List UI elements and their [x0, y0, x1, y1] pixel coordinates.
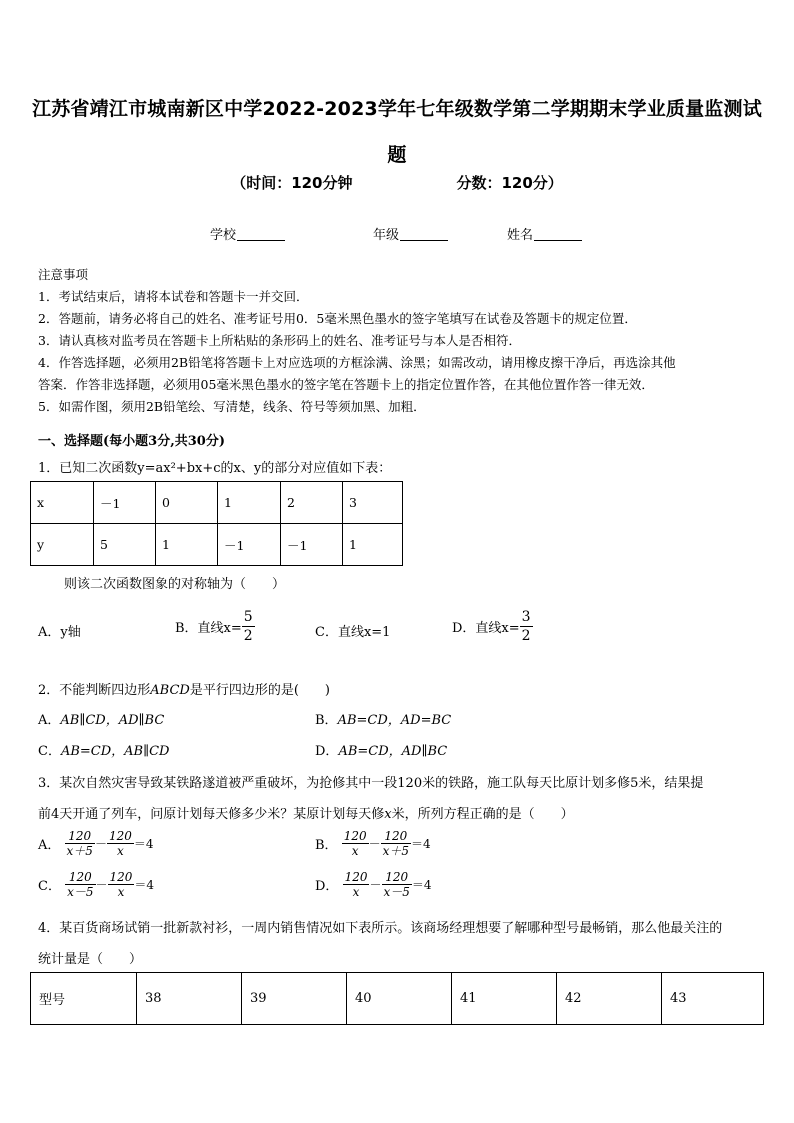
table-cell: 38 [137, 973, 242, 1025]
fraction-numerator: 120 [109, 870, 133, 884]
option-letter: B． [315, 713, 338, 728]
table-cell: 1 [156, 524, 218, 566]
equals-four: ＝4 [411, 837, 431, 851]
note-item: 5．如需作图，须用2B铅笔绘、写清楚，线条、符号等须加黑、加粗． [38, 399, 426, 414]
q4-table [30, 972, 764, 1025]
name-field[interactable] [507, 224, 582, 243]
exam-time: （时间：120分钟 [231, 174, 353, 192]
minus-sign: － [369, 878, 382, 892]
note-item: 1．考试结束后，请将本试卷和答题卡一并交回． [38, 289, 309, 304]
fraction-denominator: x [117, 885, 125, 899]
q1-stem: 1．已知二次函数y=ax²+bx+c的x、y的部分对应值如下表： [38, 461, 392, 476]
name-label: 姓名 [507, 228, 534, 243]
note-item: 3．请认真核对监考员在答题卡上所粘贴的条形码上的姓名、准考证号与本人是否相符． [38, 333, 521, 348]
table-cell: －1 [94, 482, 156, 524]
equation-fraction [382, 870, 412, 899]
fraction-numerator: 120 [381, 829, 411, 844]
q1-option-b[interactable] [175, 608, 255, 645]
option-text: AB=CD，AD=BC [337, 713, 452, 728]
fraction-denominator: x＋5 [382, 844, 410, 858]
school-label: 学校 [210, 228, 237, 243]
equals-four: ＝4 [134, 878, 155, 892]
fraction-numerator: 120 [65, 870, 95, 885]
fraction-denominator: 2 [243, 628, 253, 644]
q1-option-a[interactable]: A．y轴 [38, 625, 81, 640]
section-heading: 一、选择题(每小题3分,共30分) [38, 434, 225, 449]
q3-stem-line-2 [38, 803, 574, 822]
fraction-numerator: 5 [243, 609, 253, 625]
school-blank[interactable] [237, 228, 285, 241]
q2-stem-start: 2．不能判断四边形 [38, 683, 151, 698]
table-cell: 3 [343, 482, 403, 524]
table-cell: 2 [281, 482, 343, 524]
option-letter: A． [38, 713, 61, 728]
q3-option-a[interactable] [38, 829, 154, 858]
table-row [31, 973, 764, 1025]
option-text: AB=CD，AD∥BC [338, 744, 448, 759]
option-text: AB=CD，AB∥CD [60, 744, 170, 759]
equation-fraction [65, 829, 95, 858]
fraction-denominator: x [352, 885, 360, 899]
table-cell: 5 [94, 524, 156, 566]
fraction-numerator: 120 [65, 829, 95, 844]
equation-fraction [342, 829, 369, 858]
grade-label: 年级 [373, 228, 400, 243]
grade-blank[interactable] [400, 228, 448, 241]
table-cell: y [31, 524, 94, 566]
option-letter: D． [315, 744, 339, 759]
q2-option-c[interactable] [38, 740, 169, 759]
q1-table [30, 481, 403, 566]
q2-stem [38, 679, 330, 698]
q3-option-d[interactable] [315, 870, 432, 899]
equation-fraction [108, 870, 135, 899]
option-letter: A． [38, 838, 61, 853]
minus-sign: － [94, 837, 107, 851]
q4-stem-line-2: 统计量是（ ） [38, 952, 143, 967]
exam-notes [38, 264, 758, 418]
school-field[interactable] [210, 224, 285, 243]
table-cell: －1 [281, 524, 343, 566]
q3-stem-part-1: 前4天开通了列车，问原计划每天修多少米？某原计划每天修 [38, 807, 385, 822]
option-text: AB∥CD，AD∥BC [60, 713, 165, 728]
note-item: 答案．作答非选择题，必须用05毫米黑色墨水的签字笔在答题卡上的指定位置作答，在其他位置作答一律无效． [38, 377, 654, 392]
q1-ask: 则该二次函数图象的对称轴为（ ） [64, 577, 286, 592]
q3-option-b[interactable] [315, 829, 431, 858]
table-cell: 型号 [31, 973, 137, 1025]
name-blank[interactable] [534, 228, 582, 241]
fraction-denominator: x－5 [383, 885, 410, 899]
q3-stem-part-2: 米，所列方程正确的是（ ） [391, 807, 574, 822]
table-cell: 0 [156, 482, 218, 524]
option-letter: C． [38, 744, 61, 759]
equation-fraction [107, 829, 134, 858]
table-cell: 1 [343, 524, 403, 566]
equals-four: ＝4 [411, 878, 432, 892]
q3-option-c[interactable] [38, 870, 154, 899]
table-cell: 39 [242, 973, 347, 1025]
q2-option-b[interactable] [315, 709, 451, 728]
table-cell: x [31, 482, 94, 524]
title-line-1: 江苏省靖江市城南新区中学2022-2023学年七年级数学第二学期期末学业质量监测试 [32, 98, 762, 120]
title-line-2: 题 [387, 144, 407, 166]
fraction-numerator: 120 [108, 829, 132, 843]
q4-stem-line-1: 4．某百货商场试销一批新款衬衫，一周内销售情况如下表所示。该商场经理想要了解哪种型号最畅销，那么他最关注的 [38, 921, 723, 936]
note-item: 2．答题前，请务必将自己的姓名、准考证号用0．5毫米黑色墨水的签字笔填写在试卷及答题卡的规定位置． [38, 311, 637, 326]
fraction-numerator: 3 [521, 609, 531, 625]
table-cell: 41 [452, 973, 557, 1025]
fraction-denominator: x [117, 844, 124, 858]
q1-option-b-fraction [242, 608, 255, 645]
table-row [31, 524, 403, 566]
table-cell: －1 [218, 524, 281, 566]
q3-stem-x: x [384, 807, 392, 822]
q1-option-d-label: D．直线x= [452, 621, 520, 636]
minus-sign: － [95, 878, 108, 892]
q1-option-b-label: B．直线x= [175, 621, 242, 636]
fraction-denominator: x－5 [67, 885, 94, 899]
q1-option-c[interactable]: C．直线x=1 [315, 625, 391, 640]
table-cell: 40 [347, 973, 452, 1025]
q1-option-d[interactable] [452, 608, 533, 645]
grade-field[interactable] [373, 224, 448, 243]
exam-score: 分数：120分） [456, 174, 563, 192]
equation-fraction [381, 829, 411, 858]
table-cell: 43 [662, 973, 764, 1025]
note-item: 4．作答选择题，必须用2B铅笔将答题卡上对应选项的方框涂满、涂黑；如需改动，请用橡皮擦干净后，再选涂其他 [38, 355, 676, 370]
fraction-denominator: x [351, 844, 359, 858]
q2-option-a[interactable] [38, 709, 164, 728]
fraction-numerator: 120 [344, 870, 368, 884]
option-letter: B． [315, 838, 338, 853]
q2-stem-abcd: ABCD [150, 683, 190, 698]
equation-fraction [65, 870, 95, 899]
q2-stem-end: 是平行四边形的是( ) [189, 683, 330, 698]
table-row [31, 482, 403, 524]
table-cell: 42 [557, 973, 662, 1025]
option-letter: C． [38, 879, 61, 894]
fraction-numerator: 120 [343, 829, 367, 843]
q2-option-d[interactable] [315, 740, 447, 759]
option-letter: D． [315, 879, 339, 894]
fraction-denominator: x＋5 [66, 844, 93, 858]
table-cell: 1 [218, 482, 281, 524]
notes-heading: 注意事项 [38, 267, 89, 282]
exam-meta [0, 172, 794, 193]
fraction-numerator: 120 [382, 870, 412, 885]
minus-sign: － [368, 837, 381, 851]
fraction-denominator: 2 [521, 628, 531, 644]
equals-four: ＝4 [133, 837, 154, 851]
equation-fraction [343, 870, 370, 899]
q1-option-d-fraction [520, 608, 533, 645]
q3-stem-line-1: 3．某次自然灾害导致某铁路遂道被严重破坏，为抢修其中一段120米的铁路，施工队每天比原计划多修5米，结果提 [38, 776, 704, 791]
document-title [30, 86, 764, 178]
